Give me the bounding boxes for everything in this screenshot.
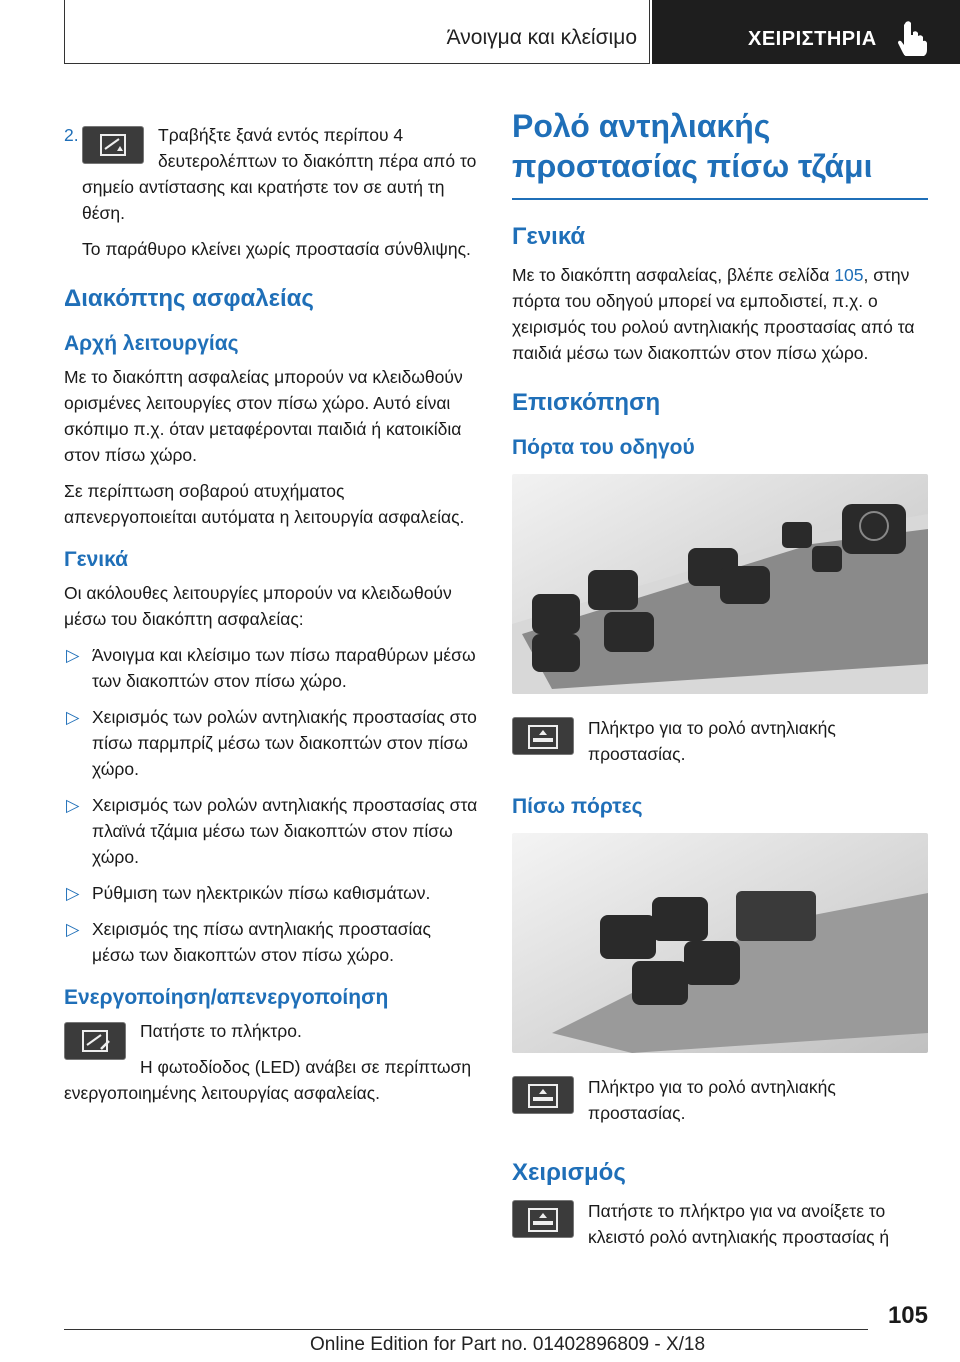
operation-row	[512, 1198, 928, 1260]
section-title: Άνοιγμα και κλείσιμο	[446, 26, 637, 49]
bullet-marker: ▷	[66, 883, 80, 903]
paragraph-accident: Σε περίπτωση σοβαρού ατυχήματος απενεργοποιείται αυτόματα η λειτουργία ασφαλείας.	[64, 481, 465, 527]
paragraph-general: Οι ακόλουθες λειτουργίες μπορούν να κλειδωθούν μέσω του διακόπτη ασφαλείας:	[64, 583, 452, 629]
heading-rear-doors: Πίσω πόρτες	[512, 795, 643, 818]
bullet-marker: ▷	[66, 919, 80, 939]
list-item: ▷ Χειρισμός των ρολών αντηλιακής προστασίας στα πλαϊνά τζάμια μέσω των διακοπτών στον πίσω χώρο.	[64, 792, 478, 870]
bullet-marker: ▷	[66, 645, 80, 665]
title-rule	[512, 198, 928, 200]
rear-door-switch-photo	[512, 833, 928, 1053]
window-switch-icon	[82, 126, 144, 164]
caption-row-2	[512, 1074, 928, 1136]
step-2-text: Τραβήξτε ξανά εντός περίπου 4 δευτερολέπτων το διακόπτη πέρα από το σημείο αντίστασης και κρατήστε τον σε αυτή τη θέση.	[82, 125, 477, 223]
right-column	[512, 106, 928, 1274]
bullet-marker: ▷	[66, 707, 80, 727]
heading-driver-door: Πόρτα του οδηγού	[512, 436, 695, 459]
safety-switch-icon	[64, 1022, 126, 1060]
page-number: 105	[887, 1302, 928, 1329]
sunblind-switch-icon	[512, 1076, 574, 1114]
list-item: ▷ Χειρισμός των ρολών αντηλιακής προστασίας στο πίσω παρμπρίζ μέσω των διακοπτών στον πίσω χώρο.	[64, 704, 478, 782]
function-list	[64, 642, 478, 968]
paragraph-press: Πατήστε το πλήκτρο.	[140, 1021, 302, 1041]
page-title: Ρολό αντηλιακής προστασίας πίσω τζάμι	[512, 108, 873, 184]
caption-rear-doors: Πλήκτρο για το ρολό αντηλιακής προστασίας.	[588, 1077, 836, 1123]
step-2-note: Το παράθυρο κλείνει χωρίς προστασία σύνθλιψης.	[82, 239, 471, 259]
heading-overview: Επισκόπηση	[512, 389, 661, 416]
paragraph-general-right: Με το διακόπτη ασφαλείας, βλέπε σελίδα 105, στην πόρτα του οδηγού μπορεί να εμποδιστεί, π.χ. ο χειρισμός του ρολού αντηλιακής προστασίας από τα παιδιά μέσω των διακοπτών στον πίσω χώρο.	[512, 265, 915, 363]
header-chapter-box	[652, 0, 960, 64]
caption-row-1	[512, 715, 928, 777]
heading-activate: Ενεργοποίηση/απενεργοποίηση	[64, 986, 389, 1009]
heading-general-right: Γενικά	[512, 223, 586, 250]
step-2	[64, 122, 478, 226]
left-column	[64, 122, 478, 1116]
footer-edition: Online Edition for Part no. 01402896809 - X/18	[310, 1334, 706, 1355]
chapter-title: ΧΕΙΡΙΣΤΗΡΙΑ	[748, 28, 877, 50]
bullet-marker: ▷	[66, 795, 80, 815]
page-link[interactable]: 105	[834, 265, 864, 285]
paragraph-operation: Πατήστε το πλήκτρο για να ανοίξετε το κλειστό ρολό αντηλιακής προστασίας ή	[588, 1201, 890, 1247]
driver-door-switch-photo	[512, 474, 928, 694]
heading-principle: Αρχή λειτουργίας	[64, 332, 239, 355]
step-number: 2.	[64, 125, 79, 145]
list-item: ▷ Ρύθμιση των ηλεκτρικών πίσω καθισμάτων.	[64, 880, 478, 906]
header-section-box	[64, 0, 650, 64]
paragraph-principle: Με το διακόπτη ασφαλείας μπορούν να κλειδωθούν ορισμένες λειτουργίες στον πίσω χώρο. Αυτό είναι σκόπιμο π.χ. όταν μεταφέρονται παιδιά ή κατοικίδια στον πίσω χώρο.	[64, 367, 463, 465]
list-item: ▷ Χειρισμός της πίσω αντηλιακής προστασίας μέσω των διακοπτών στον πίσω χώρο.	[64, 916, 478, 968]
list-item: ▷ Άνοιγμα και κλείσιμο των πίσω παραθύρων μέσω των διακοπτών στον πίσω χώρο.	[64, 642, 478, 694]
sunblind-switch-icon	[512, 1200, 574, 1238]
caption-driver-door: Πλήκτρο για το ρολό αντηλιακής προστασίας.	[588, 718, 836, 764]
sunblind-switch-icon	[512, 717, 574, 755]
heading-general: Γενικά	[64, 548, 129, 571]
footer-rule	[64, 1329, 868, 1330]
heading-operation: Χειρισμός	[512, 1159, 626, 1186]
paragraph-led: Η φωτοδίοδος (LED) ανάβει σε περίπτωση ενεργοποιημένης λειτουργίας ασφαλείας.	[64, 1057, 472, 1103]
hand-pointer-icon	[892, 18, 930, 56]
heading-safety-switch: Διακόπτης ασφαλείας	[64, 285, 314, 312]
